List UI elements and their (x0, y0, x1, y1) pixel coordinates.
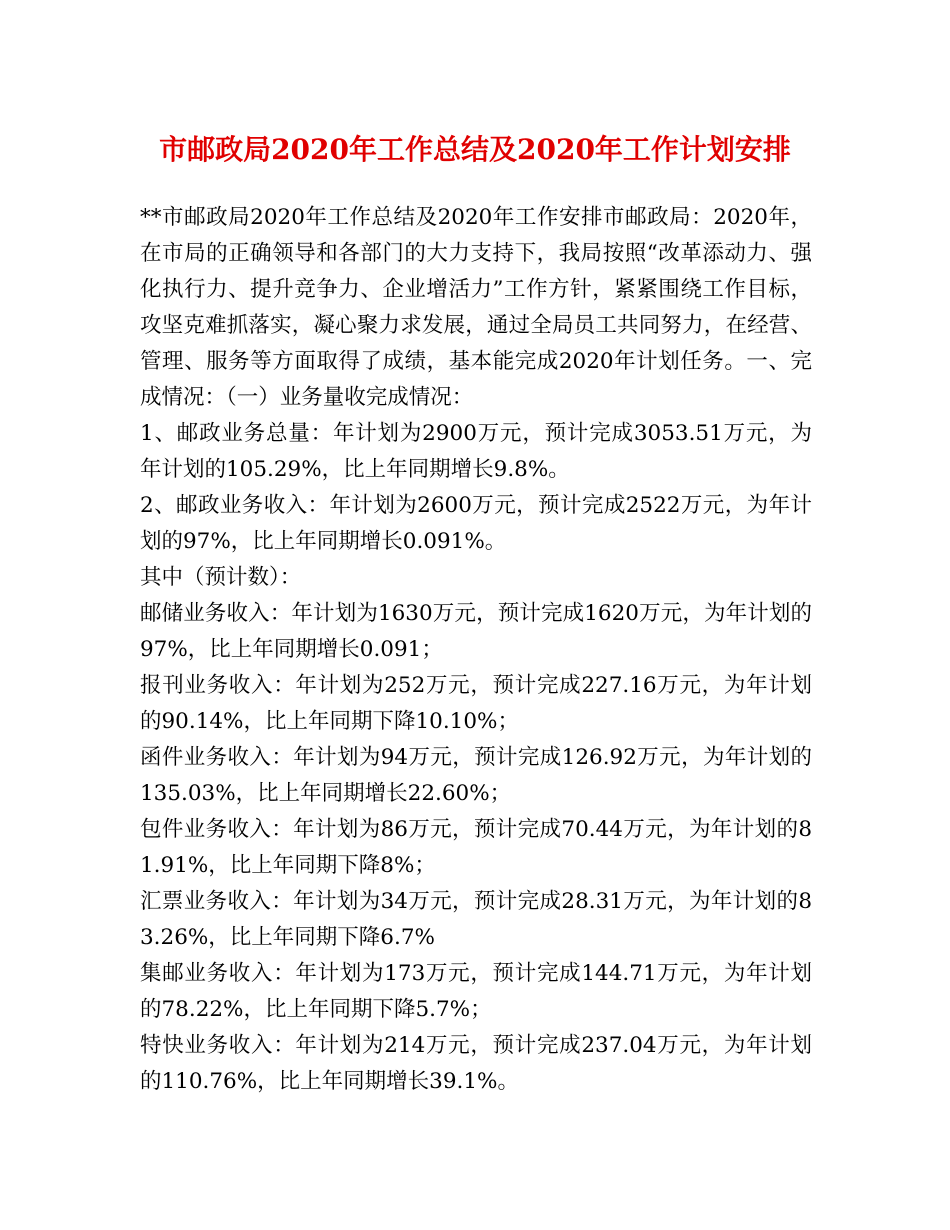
paragraph-newspaper-revenue: 报刊业务收入：年计划为252万元，预计完成227.16万元，为年计划的90.14%，比上年同期下降10.10%； (140, 673, 812, 734)
paragraph-remittance-revenue: 汇票业务收入：年计划为34万元，预计完成28.31万元，为年计划的83.26%，比上年同期下降6.7% (140, 889, 812, 950)
document-body (140, 200, 812, 1100)
paragraph-letter-revenue: 函件业务收入：年计划为94万元，预计完成126.92万元，为年计划的135.03%，比上年同期增长22.60%； (140, 745, 812, 806)
document-title: 市邮政局2020年工作总结及2020年工作计划安排 (159, 133, 791, 166)
paragraph-express-revenue: 特快业务收入：年计划为214万元，预计完成237.04万元，为年计划的110.76%，比上年同期增长39.1%。 (140, 1033, 812, 1094)
paragraph-total-revenue: 2、邮政业务收入：年计划为2600万元，预计完成2522万元，为年计划的97%，比上年同期增长0.091%。 (140, 493, 812, 554)
paragraph-philately-revenue: 集邮业务收入：年计划为173万元，预计完成144.71万元，为年计划的78.22%，比上年同期下降5.7%； (140, 961, 812, 1022)
paragraph-intro: **市邮政局2020年工作总结及2020年工作安排市邮政局：2020年，在市局的正确领导和各部门的大力支持下，我局按照“改革添动力、强化执行力、提升竞争力、企业增活力”工作方针，紧紧围绕工作目标，攻坚克难抓落实，凝心聚力求发展，通过全局员工共同努力，在经营、管理、服务等方面取得了成绩，基本能完成2020年计划任务。一、完成情况：（一）业务量收完成情况： (140, 205, 812, 410)
paragraph-breakdown-heading: 其中（预计数）： (140, 565, 302, 590)
paragraph-savings-revenue: 邮储业务收入：年计划为1630万元，预计完成1620万元，为年计划的97%，比上年同期增长0.091； (140, 601, 812, 662)
paragraph-parcel-revenue: 包件业务收入：年计划为86万元，预计完成70.44万元，为年计划的81.91%，比上年同期下降8%； (140, 817, 812, 878)
paragraph-total-volume: 1、邮政业务总量：年计划为2900万元，预计完成3053.51万元，为年计划的105.29%，比上年同期增长9.8%。 (140, 421, 812, 482)
